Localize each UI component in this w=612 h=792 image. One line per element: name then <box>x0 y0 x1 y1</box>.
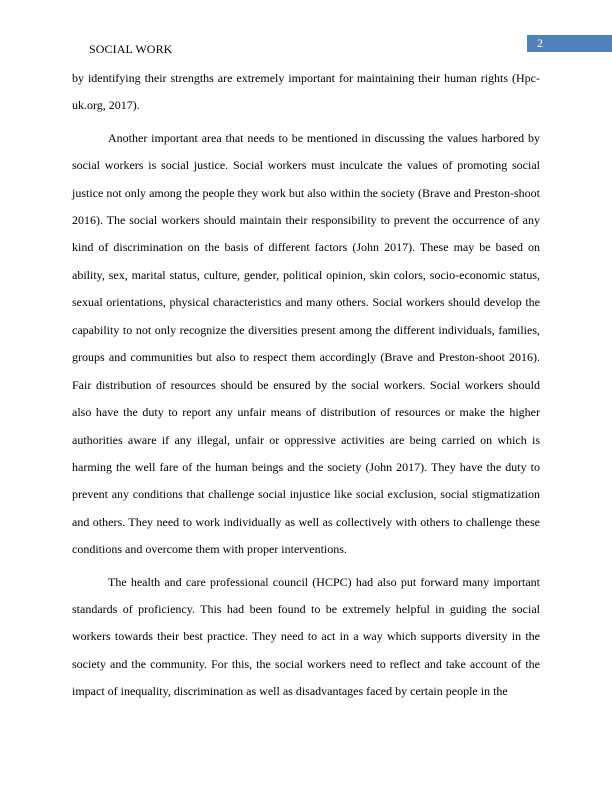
running-head: SOCIAL WORK <box>89 42 173 56</box>
paragraph-continuation: by identifying their strengths are extremely important for maintaining their human rights (Hpc-uk.org, 2017). <box>72 71 540 113</box>
page-number: 2 <box>537 36 543 50</box>
body-text <box>72 65 540 706</box>
paragraph-hcpc-standards: The health and care professional council (HCPC) had also put forward many important standards of proficiency. This had been found to be extremely helpful in guiding the social workers towards their best practice. They need to act in a way which supports diversity in the society and the community. For this, the social workers need to reflect and take account of the impact of inequality, discrimination as well as disadvantages faced by certain people in the <box>72 574 540 699</box>
page-number-badge <box>527 35 612 52</box>
paragraph-social-justice: Another important area that needs to be mentioned in discussing the values harbored by social workers is social justice. Social workers must inculcate the values of promoting social justice not only among the people they work but also within the society (Brave and Preston-shoot 2016). The social workers should maintain their responsibility to prevent the occurrence of any kind of discrimination on the basis of different factors (John 2017). These may be based on ability, sex, marital status, culture, gender, political opinion, skin colors, socio-economic status, sexual orientations, physical characteristics and many others. Social workers should develop the capability to not only recognize the diversities present among the different individuals, families, groups and communities but also to respect them accordingly (Brave and Preston-shoot 2016). Fair distribution of resources should be ensured by the social workers. Social workers should also have the duty to report any unfair means of distribution of resources or make the higher authorities aware if any illegal, unfair or oppressive activities are being carried on which is harming the well fare of the human beings and the society (John 2017). They have the duty to prevent any conditions that challenge social injustice like social exclusion, social stigmatization and others. They need to work individually as well as collectively with others to challenge these conditions and overcome them with proper interventions. <box>72 130 540 557</box>
